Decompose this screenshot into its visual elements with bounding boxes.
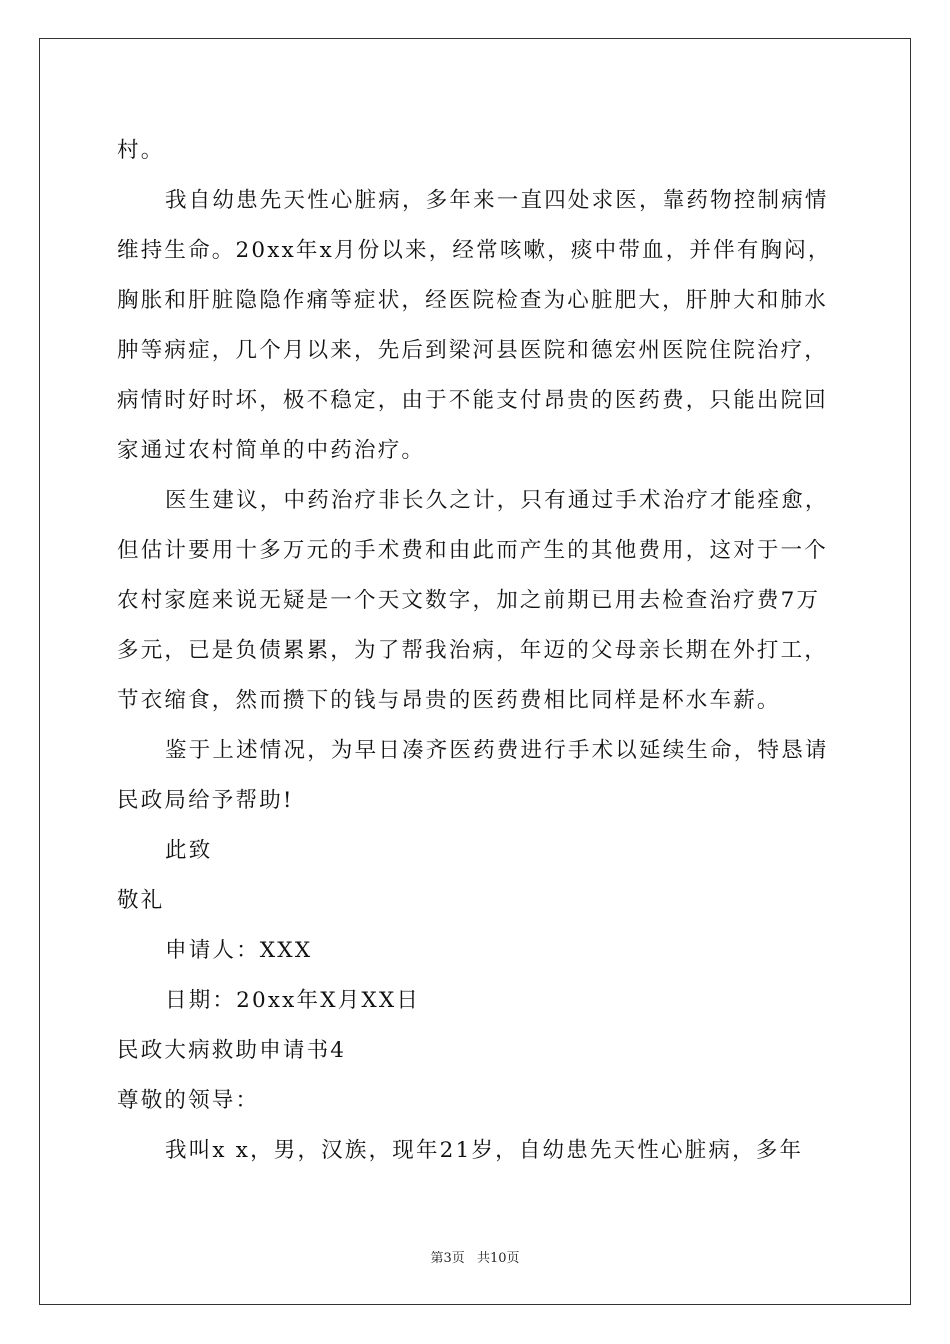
page-number: 第3页	[430, 1251, 465, 1266]
greeting: 尊敬的领导：	[117, 1088, 260, 1113]
text-line: 家通过农村简单的中药治疗。	[117, 438, 426, 463]
text-line: 维持生命。20xx年x月份以来，经常咳嗽，痰中带血，并伴有胸闷，	[117, 238, 832, 263]
text-line: 鉴于上述情况，为早日凑齐医药费进行手术以延续生命，特恳请	[165, 738, 829, 763]
text-line: 胸胀和肝脏隐隐作痛等症状，经医院检查为心脏肥大，肝肿大和肺水	[117, 288, 829, 313]
page-total: 共10页	[476, 1251, 520, 1266]
page-footer	[0, 1247, 950, 1266]
text-line: 多元，已是负债累累，为了帮我治病，年迈的父母亲长期在外打工，	[117, 638, 829, 663]
text-line: 我自幼患先天性心脏病，多年来一直四处求医，靠药物控制病情	[165, 188, 829, 213]
text-line: 但估计要用十多万元的手术费和由此而产生的其他费用，这对于一个	[117, 538, 829, 563]
text-line: 节衣缩食，然而攒下的钱与昂贵的医药费相比同样是杯水车薪。	[117, 688, 781, 713]
applicant-line: 申请人：XXX	[165, 938, 313, 963]
text-line: 村。	[117, 138, 165, 163]
text-line: 民政局给予帮助!	[117, 788, 294, 813]
text-line: 病情时好时坏，极不稳定，由于不能支付昂贵的医药费，只能出院回	[117, 388, 829, 413]
text-line: 我叫x x，男，汉族，现年21岁，自幼患先天性心脏病，多年	[165, 1138, 804, 1163]
date-line: 日期：20xx年X月XX日	[165, 988, 421, 1013]
text-line: 肿等病症，几个月以来，先后到梁河县医院和德宏州医院住院治疗，	[117, 338, 829, 363]
section-title: 民政大病救助申请书4	[117, 1038, 347, 1063]
document-body	[117, 126, 832, 1176]
text-line: 农村家庭来说无疑是一个天文数字，加之前期已用去检查治疗费7万	[117, 588, 821, 613]
closing-regards: 敬礼	[117, 888, 165, 913]
closing-salutation: 此致	[165, 838, 213, 863]
text-line: 医生建议，中药治疗非长久之计，只有通过手术治疗才能痊愈，	[165, 488, 829, 513]
